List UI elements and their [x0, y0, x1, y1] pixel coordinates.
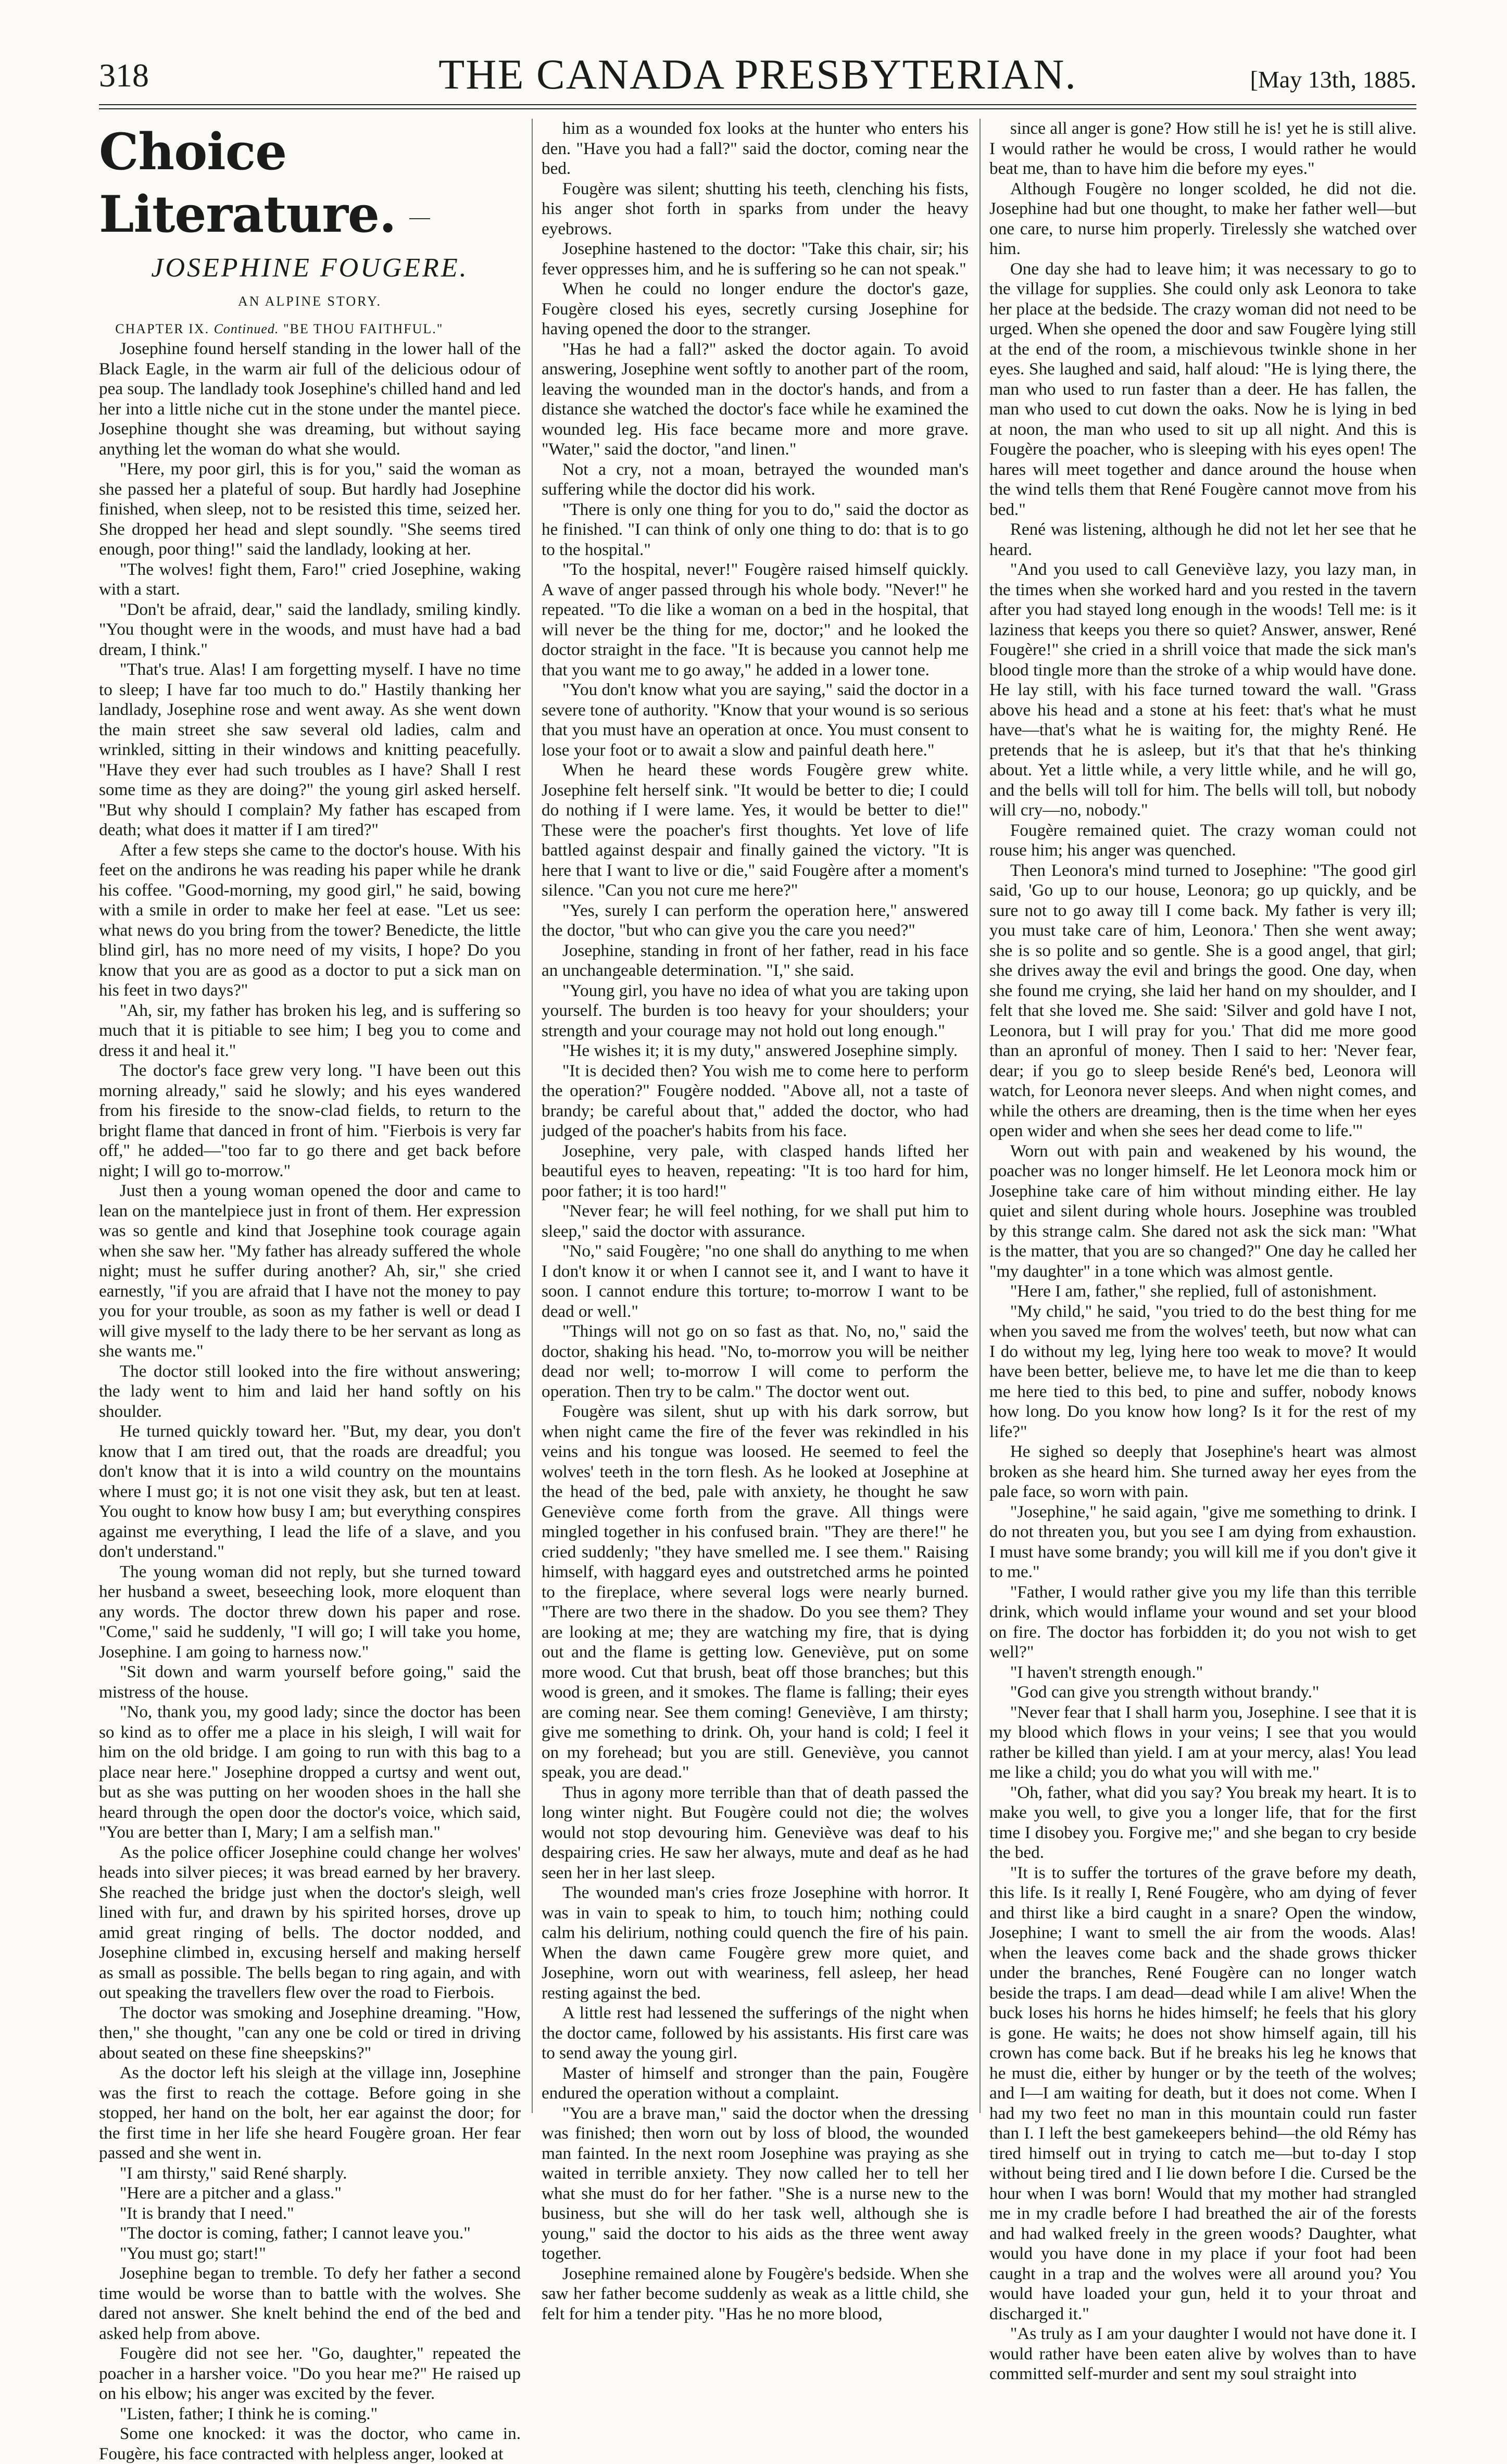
paragraph: Fougère was silent; shutting his teeth, clenching his fists, his anger shot forth in sparks from under the heavy eyebrows.: [542, 179, 969, 238]
paragraph: "No, thank you, my good lady; since the doctor has been so kind as to offer me a place in his sleigh, I will wait for him on the old bridge. I am going to run with this bag to a place near here." Josephine dropped a curtsy and went out, but as she was putting on her wooden shoes in the hall she heard through the open door the doctor's voice, which said, "You are better than I, Mary; I am a selfish man.": [99, 1702, 521, 1842]
column-divider: [532, 119, 533, 2113]
paragraph: "Things will not go on so fast as that. No, no," said the doctor, shaking his head. "No, to-morrow you will be neither dead nor well; to-morrow I will come to perform the operation. Then try to be calm." The doctor went out.: [542, 1322, 969, 1401]
paragraph: After a few steps she came to the doctor's house. With his feet on the andirons he was reading his paper while he drank his coffee. "Good-morning, my good girl," he said, bowing with a smile in order to make her feel at ease. "Let us see: what news do you bring from the tower? Benedicte, the little blind girl, has no more need of my visits, I hope? Do you know that you are as good as a doctor to put a sick man on his feet in two days?": [99, 840, 521, 1000]
paragraph: "You must go; start!": [119, 2243, 266, 2263]
column-3: [989, 119, 1416, 2383]
paragraph: "My child," he said, "you tried to do the best thing for me when you saved me from the wolves' teeth, but now what can I do without my leg, lying here too weak to move? It would have been better, believe me, to have let me die than to keep me here tied to this bed, to pine and suffer, nobody knows how long. Do you know how long? Is it for the rest of my life?": [989, 1301, 1416, 1441]
paragraph: The doctor's face grew very long. "I have been out this morning already," said he slowly; and his eyes wandered from his fireside to the snow-clad fields, to return to the bright flame that danced in front of him. "Fierbois is very far off," he added—"too far to go there and get back before night; I will go to-morrow.": [99, 1061, 521, 1180]
paragraph: "Never fear that I shall harm you, Josephine. I see that it is my blood which flows in your veins; I see that you would rather be killed than yield. I am at your mercy, alas! You lead me like a child; you do what you will with me.": [989, 1702, 1416, 1782]
paragraph: "You don't know what you are saying," said the doctor in a severe tone of authority. "Know that your wound is so serious that you must have an operation at once. You must consent to lose your foot or to await a slow and painful death here.": [542, 680, 969, 760]
paragraph: The doctor still looked into the fire without answering; the lady went to him and laid her hand softly on his shoulder.: [99, 1361, 521, 1421]
paragraph: "I am thirsty," said René sharply.: [119, 2163, 347, 2183]
paragraph: "He wishes it; it is my duty," answered Josephine simply.: [562, 1041, 958, 1060]
paragraph: The doctor was smoking and Josephine dreaming. "How, then," she thought, "can any one be cold or tired in driving about seated on these fine sheepskins?": [99, 2003, 521, 2063]
paragraph: Then Leonora's mind turned to Josephine: "The good girl said, 'Go up to our house, Leonora; go up quickly, and be sure not to go away till I come back. My father is very ill; you must take care of him, Leonora.' Then she went away; she is so polite and so gentle. She is a good angel, that girl; she drives away the evil and brings the good. One day, when she found me crying, she laid her hand on my shoulder, and I felt that she loved me. She said: 'Silver and gold have I not, Leonora, but I will pray for you.' That did me more good than an apronful of money. Then I said to her: 'Never fear, dear; if you go to sleep beside René's bed, Leonora will watch, for Leonora never sleeps. And when night comes, and while the others are dreaming, then is the time when her eyes open wider and when she sees her dead come to life.'": [989, 860, 1416, 1140]
page-header: [99, 50, 1416, 107]
column-2: [542, 119, 969, 2323]
paragraph: "Young girl, you have no idea of what you are taking upon yourself. The burden is too heavy for your shoulders; your strength and your courage may not hold out long enough.": [542, 980, 969, 1040]
paragraph: "And you used to call Geneviève lazy, you lazy man, in the times when she worked hard and you rested in the tavern after you had stayed long enough in the woods! Tell me: is it laziness that keeps you there so quiet? Answer, answer, René Fougère!" she cried in a shrill voice that made the sick man's blood tingle more than the stroke of a whip would have done. He lay still, with his face turned toward the wall. "Grass above his head and a stone at his feet: that's what he must have—that's what he is waiting for, the mighty René. He pretends that he is asleep, but it's that that he's thinking about. Yet a little while, a very little while, and he will go, and the bells will toll for him. The bells will toll, but nobody will cry—no, nobody.": [989, 560, 1416, 820]
paragraph: When he could no longer endure the doctor's gaze, Fougère closed his eyes, secretly cursing Josephine for having opened the door to the stranger.: [542, 279, 969, 338]
paragraph: since all anger is gone? How still he is! yet he is still alive. I would rather he would be cross, I would rather he would beat me, than to have him die before my eyes.": [989, 119, 1416, 178]
chapter-continued: Continued.: [214, 321, 279, 336]
paragraph: Master of himself and stronger than the pain, Fougère endured the operation without a complaint.: [542, 2063, 969, 2103]
paragraph: The wounded man's cries froze Josephine with horror. It was in vain to speak to him, to touch him; nothing could calm his delirium, nothing could quench the fire of his pain. When the dawn came Fougère grew more quiet, and Josephine, worn out with weariness, fell asleep, her head resting against the bed.: [542, 1883, 969, 2003]
section-title: Choice Literature.: [99, 122, 396, 244]
paragraph: René was listening, although he did not let her see that he heard.: [989, 520, 1416, 559]
paragraph: "God can give you strength without brandy.": [1010, 1682, 1320, 1702]
paragraph: Fougère was silent, shut up with his dark sorrow, but when night came the fire of the fever was rekindled in his veins and his tongue was loosed. He seemed to feel the wolves' teeth in the torn flesh. As he looked at Josephine at the head of the bed, pale with anxiety, he thought he saw Geneviève come forth from the grave. All things were mingled together in his confused brain. "They are there!" he cried suddenly; "they have smelled me. I see them." Raising himself, with haggard eyes and outstretched arms he pointed to the fireplace, where several logs were nearly burned. "There are two there in the shadow. Do you see them? They are looking at me; they are watching my fire, that is dying out and the flame is getting low. Geneviève, put on some more wood. Cut that brush, beat off those branches; but this wood is green, and it smokes. The flame is falling; their eyes are coming near. See them coming! Geneviève, I am thirsty; give me something to drink. Oh, your hand is cold; I feel it on my forehead; but you are still. Geneviève, you cannot speak, you are dead.": [542, 1402, 969, 1782]
paragraph: "The doctor is coming, father; I cannot leave you.": [119, 2223, 471, 2243]
paragraph: "Oh, father, what did you say? You break my heart. It is to make you well, to give you a longer life, that for the first time I disobey you. Forgive me;" and she began to cry beside the bed.: [989, 1782, 1416, 1862]
paragraph: Josephine hastened to the doctor: "Take this chair, sir; his fever oppresses him, and he is suffering so he can not speak.": [542, 239, 969, 279]
paragraph: Just then a young woman opened the door and came to lean on the mantelpiece just in front of them. Her expression was so gentle and kind that Josephine took courage again when she saw her. "My father has already suffered the whole night; must he suffer during another? Ah, sir," she cried earnestly, "if you are afraid that I have not the money to pay you for your trouble, as soon as my father is well or dead I will give myself to the lady there to be her servant as long as she wants me.": [99, 1181, 521, 1361]
paragraph: "Has he had a fall?" asked the doctor again. To avoid answering, Josephine went softly to another part of the room, leaving the wounded man in the doctor's hands, and from a distance she watched the doctor's face while he examined the wounded leg. His face became more and more grave. "Water," said the doctor, "and linen.": [542, 339, 969, 459]
paragraph: "Here I am, father," she replied, full of astonishment.: [1010, 1281, 1377, 1301]
paragraph: Worn out with pain and weakened by his wound, the poacher was no longer himself. He let Leonora mock him or Josephine take care of him without minding either. He lay quiet and silent during whole hours. Josephine was troubled by this strange calm. She dared not ask the sick man: "What is the matter, that you are so changed?" One day he called her "my daughter" in a tone which was almost gentle.: [989, 1141, 1416, 1281]
paragraph: Josephine began to tremble. To defy her father a second time would be worse than to battle with the wolves. She dared not answer. She knelt behind the end of the bed and asked help from above.: [99, 2264, 521, 2343]
paragraph: him as a wounded fox looks at the hunter who enters his den. "Have you had a fall?" said the doctor, coming near the bed.: [542, 119, 969, 178]
story-title: JOSEPHINE FOUGERE.: [151, 253, 469, 283]
paragraph: Although Fougère no longer scolded, he did not die. Josephine had but one thought, to make her father well—but one care, to nurse him properly. Tirelessly she watched over him.: [989, 179, 1416, 258]
paragraph: Josephine, standing in front of her father, read in his face an unchangeable determination. "I," she said.: [542, 940, 969, 980]
paragraph: "I haven't strength enough.": [1010, 1662, 1203, 1682]
paragraph: The young woman did not reply, but she turned toward her husband a sweet, beseeching look, more eloquent than any words. The doctor threw down his paper and rose. "Come," said he suddenly, "I will go; I will take you home, Josephine. I am going to harness now.": [99, 1562, 521, 1662]
paragraph: He turned quickly toward her. "But, my dear, you don't know that I am tired out, that the roads are dreadful; you don't know that it is into a wild country on the mountains where I must go; it is not one visit they ask, but ten at least. You ought to know how busy I am; but everything conspires against me everything, I lead the life of a slave, and you don't understand.": [99, 1422, 521, 1561]
paragraph: "The wolves! fight them, Faro!" cried Josephine, waking with a start.: [99, 559, 521, 599]
paragraph: "Father, I would rather give you my life than this terrible drink, which would inflame your wound and set your blood on fire. The doctor has forbidden it; do you not wish to get well?": [989, 1582, 1416, 1662]
paragraph: "It is to suffer the tortures of the grave before my death, this life. Is it really I, René Fougère, who am dying of fever and thirst like a bird caught in a snare? Open the window, Josephine; I want to smell the air from the woods. Alas! when the leaves come back and the shade grows thicker under the branches, René Fougère can no longer watch beside the traps. I am dead—dead while I am alive! When the buck loses his horns he hides himself; he feels that his glory is gone. He waits; he does not show himself again, till his crown has come back. But if he breaks his leg he knows that he must die, either by hunger or by the teeth of the wolves; and I—I am waiting for death, but it does not come. When I had my two feet no man in this mountain could run faster than I. I left the best gamekeepers behind—the old Rémy has tired himself out in trying to catch me—but to-day I stop without being tired and I lie down before I die. Cursed be the hour when I was born! Would that my mother had strangled me in my cradle before I had breathed the air of the forests and had walked freely in the green woods? Daughter, what would you have done in my place if your foot had been caught in a trap and the wolves were all around you? You would have loaded your gun, held it to your throat and discharged it.": [989, 1863, 1416, 2323]
paragraph: "Here are a pitcher and a glass.": [119, 2183, 342, 2203]
paragraph: Josephine found herself standing in the lower hall of the Black Eagle, in the warm air full of the delicious odour of pea soup. The landlady took Josephine's chilled hand and led her into a little niche cut in the stone under the mantel piece. Josephine thought she was dreaming, but without saying anything let the woman do what she would.: [99, 339, 521, 459]
paragraph: "Yes, surely I can perform the operation here," answered the doctor, "but who can give you the care you need?": [542, 900, 969, 940]
issue-date: [May 13th, 1885.: [1250, 66, 1416, 93]
paragraph: "Ah, sir, my father has broken his leg, and is suffering so much that it is pitiable to see him; I beg you to come and dress it and heal it.": [99, 1000, 521, 1060]
column-divider: [979, 119, 981, 2113]
chapter-title: "BE THOU FAITHFUL.": [283, 321, 444, 336]
paragraph: "Sit down and warm yourself before going," said the mistress of the house.: [99, 1662, 521, 1702]
column-3-text: [989, 119, 1416, 2384]
paragraph: "Listen, father; I think he is coming.": [119, 2404, 378, 2423]
header-rule: [99, 104, 1416, 109]
paragraph: "As truly as I am your daughter I would not have done it. I would rather have been eaten alive by wolves than to have committed self-murder and sent my soul straight into: [989, 2324, 1416, 2383]
paragraph: "No," said Fougère; "no one shall do anything to me when I don't know it or when I cannot see it, and I want to have it soon. I cannot endure this torture; to-morrow I want to be dead or well.": [542, 1241, 969, 1321]
paragraph: One day she had to leave him; it was necessary to go to the village for supplies. She could only ask Leonora to take her place at the bedside. The crazy woman did not need to be urged. When she opened the door and saw Fougère lying still at the end of the room, a mischievous twinkle shone in her eyes. She laughed and said, half aloud: "He is lying there, the man who used to run faster than a deer. He has fallen, the man who used to cut down the oaks. Now he is lying in bed at noon, the man who used to sit up all night. And this is Fougère the poacher, who is sleeping with his eyes open! The hares will meet together and dance around the house when the wind tells them that René Fougère cannot move from his bed.": [989, 259, 1416, 519]
section-dash: [409, 218, 430, 219]
paragraph: "Never fear; he will feel nothing, for we shall put him to sleep," said the doctor with assurance.: [542, 1201, 969, 1241]
story-subtitle: AN ALPINE STORY.: [237, 294, 382, 309]
paragraph: "Here, my poor girl, this is for you," said the woman as she passed her a plateful of soup. But hardly had Josephine finished, when sleep, not to be resisted this time, seized her. She dropped her head and slept soundly. "She seems tired enough, poor thing!" said the landlady, looking at her.: [99, 459, 521, 559]
paragraph: "You are a brave man," said the doctor when the dressing was finished; then worn out by loss of blood, the wounded man fainted. In the next room Josephine was praying as she waited in terrible anxiety. They now called her to tell her what she must do for her father. "She is a nurse new to the business, but she will do her task well, although she is young," said the doctor to his aids as the three went away together.: [542, 2103, 969, 2263]
column-1: [99, 119, 521, 2463]
paragraph: As the doctor left his sleigh at the village inn, Josephine was the first to reach the cottage. Before going in she stopped, her hand on the bolt, her ear against the door; for the first time in her life she heard Fougère groan. Her fear passed and she went in.: [99, 2063, 521, 2163]
paragraph: When he heard these words Fougère grew white. Josephine felt herself sink. "It would be better to die; I could do nothing if I were lame. Yes, it would be better to die!" These were the poacher's first thoughts. Yet love of life battled against despair and finally gained the victory. "It is here that I want to live or die," said Fougère after a moment's silence. "Can you not cure me here?": [542, 760, 969, 900]
paragraph: As the police officer Josephine could change her wolves' heads into silver pieces; it was bread earned by her bravery. She reached the bridge just when the doctor's sleigh, well lined with fur, and drawn by his spirited horses, drove up amid great ringing of bells. The doctor nodded, and Josephine climbed in, excusing herself and making herself as small as possible. The bells began to ring again, and with out speaking the travellers flew over the road to Fierbois.: [99, 1842, 521, 2002]
paragraph: Josephine remained alone by Fougère's bedside. When she saw her father become suddenly as weak as a little child, she felt for him a tender pity. "Has he no more blood,: [542, 2264, 969, 2323]
paragraph: "That's true. Alas! I am forgetting myself. I have no time to sleep; I have far too much to do." Hastily thanking her landlady, Josephine rose and went away. As she went down the main street she saw several old ladies, calm and wrinkled, sitting in their windows and knitting peacefully. "Have they ever had such troubles as I have? Shall I rest some time as they are doing?" the young girl asked herself. "But why should I complain? My father has escaped from death; what does it matter if I am tired?": [99, 660, 521, 839]
column-1-text: [99, 339, 521, 2464]
paragraph: "It is decided then? You wish me to come here to perform the operation?" Fougère nodded. "Above all, not a taste of brandy; be careful about that," added the doctor, who had judged of the poacher's habits from his face.: [542, 1061, 969, 1140]
paragraph: "It is brandy that I need.": [119, 2203, 294, 2223]
paragraph: "There is only one thing for you to do," said the doctor as he finished. "I can think of only one thing to do: that is to go to the hospital.": [542, 499, 969, 559]
paragraph: Josephine, very pale, with clasped hands lifted her beautiful eyes to heaven, repeating: "It is too hard for him, poor father; it is too hard!": [542, 1141, 969, 1201]
chapter-heading: [99, 319, 521, 340]
section-heading: [99, 121, 521, 246]
chapter-number: CHAPTER IX.: [115, 321, 210, 336]
paragraph: Fougère remained quiet. The crazy woman could not rouse him; his anger was quenched.: [989, 820, 1416, 860]
paragraph: Some one knocked: it was the doctor, who came in. Fougère, his face contracted with helpless anger, looked at: [99, 2424, 521, 2463]
column-2-text: [542, 119, 969, 2324]
paragraph: Thus in agony more terrible than that of death passed the long winter night. But Fougère could not die; the wolves would not stop devouring him. Geneviève was deaf to his despairing cries. He saw her always, mute and deaf as he had seen her in her last sleep.: [542, 1782, 969, 1882]
paragraph: "Don't be afraid, dear," said the landlady, smiling kindly. "You thought were in the woods, and must have had a bad dream, I think.": [99, 599, 521, 659]
page-number: 318: [99, 57, 149, 94]
paragraph: A little rest had lessened the sufferings of the night when the doctor came, followed by his assistants. His first care was to send away the young girl.: [542, 2003, 969, 2063]
paragraph: Not a cry, not a moan, betrayed the wounded man's suffering while the doctor did his work.: [542, 459, 969, 499]
paragraph: He sighed so deeply that Josephine's heart was almost broken as she heard him. She turned away her eyes from the pale face, so worn with pain.: [989, 1442, 1416, 1501]
paragraph: "Josephine," he said again, "give me something to drink. I do not threaten you, but you see I am dying from exhaustion. I must have some brandy; you will kill me if you don't give it to me.": [989, 1502, 1416, 1581]
paragraph: "To the hospital, never!" Fougère raised himself quickly. A wave of anger passed through his whole body. "Never!" he repeated. "To die like a woman on a bed in the hospital, that will never be the thing for me, doctor;" and he looked the doctor straight in the face. "It is because you cannot help me that you want me to go away," he added in a lower tone.: [542, 560, 969, 680]
journal-title: THE CANADA PRESBYTERIAN.: [438, 51, 1077, 98]
paragraph: Fougère did not see her. "Go, daughter," repeated the poacher in a harsher voice. "Do you hear me?" He raised up on his elbow; his anger was excited by the fever.: [99, 2344, 521, 2403]
